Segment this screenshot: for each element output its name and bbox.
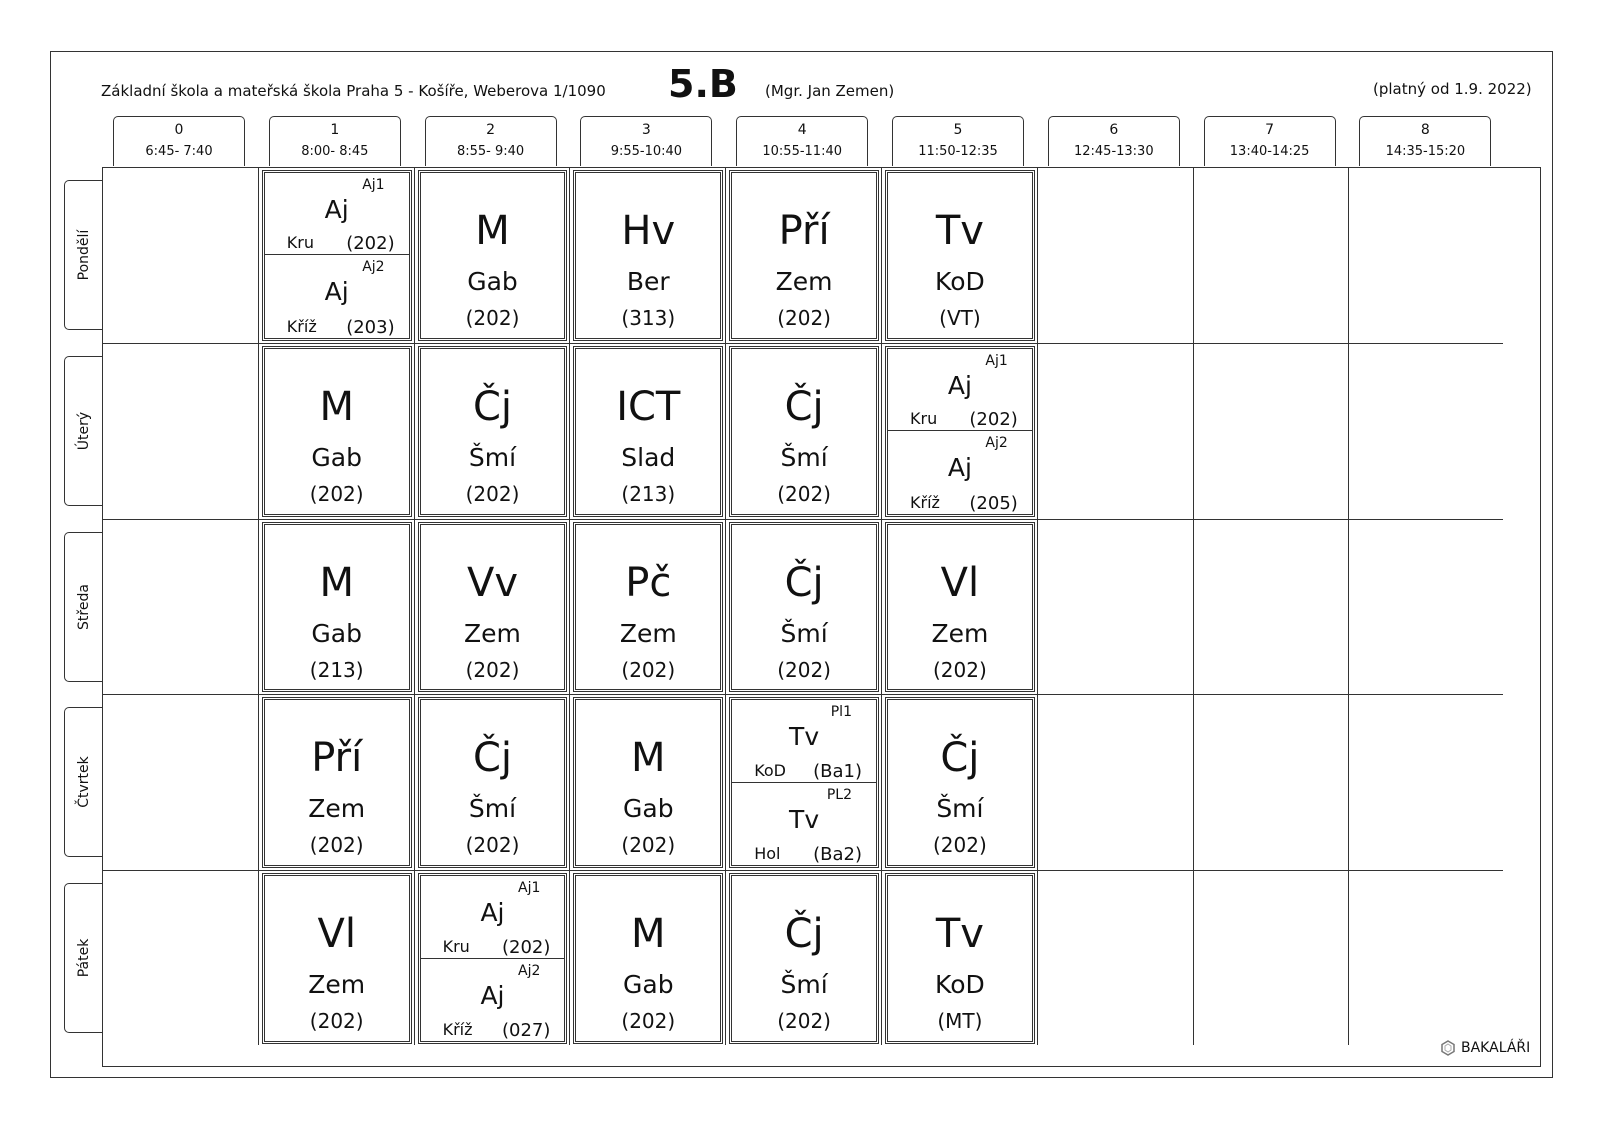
grid-cell bbox=[1038, 695, 1194, 871]
teacher: Kříž bbox=[442, 1019, 473, 1039]
subject: Aj bbox=[947, 370, 972, 400]
subject: Aj bbox=[480, 898, 505, 928]
group-label: Aj2 bbox=[362, 259, 385, 276]
period-number: 8 bbox=[1420, 122, 1430, 138]
period-header-6 bbox=[1048, 116, 1180, 166]
room: (202) bbox=[465, 481, 520, 506]
grid-cell bbox=[1194, 520, 1350, 696]
teacher: Gab bbox=[623, 970, 674, 1000]
subject: Pč bbox=[625, 559, 672, 606]
period-header-7 bbox=[1204, 116, 1336, 166]
period-time: 12:45-13:30 bbox=[1073, 144, 1154, 159]
period-number: 2 bbox=[486, 122, 496, 138]
room: (Ba2) bbox=[813, 844, 862, 866]
group-label: Aj2 bbox=[985, 435, 1008, 452]
teacher: Gab bbox=[311, 618, 362, 648]
subject: M bbox=[631, 911, 666, 958]
teacher: Zem bbox=[931, 618, 989, 648]
teacher: Zem bbox=[464, 618, 521, 648]
grid-cell bbox=[1194, 695, 1350, 871]
grid-cell bbox=[1349, 871, 1503, 1045]
lesson-card[interactable] bbox=[729, 522, 879, 693]
teacher: Kru bbox=[910, 409, 938, 429]
subject: Aj bbox=[947, 453, 972, 483]
day-name: Pondělí bbox=[75, 229, 92, 281]
lesson-card[interactable] bbox=[729, 170, 879, 341]
room: (202) bbox=[621, 657, 676, 682]
subject: Čj bbox=[784, 911, 824, 958]
teacher: Zem bbox=[308, 970, 366, 1000]
group-label: Aj1 bbox=[518, 880, 541, 897]
teacher: KoD bbox=[754, 760, 786, 780]
room: (213) bbox=[309, 657, 364, 682]
subject: Aj bbox=[324, 277, 349, 307]
period-number: 4 bbox=[797, 122, 807, 138]
teacher: KoD bbox=[935, 267, 985, 296]
period-time: 8:00- 8:45 bbox=[301, 144, 369, 159]
period-time: 8:55- 9:40 bbox=[456, 144, 525, 159]
room: (027) bbox=[501, 1019, 551, 1041]
lesson-group[interactable] bbox=[421, 876, 565, 958]
period-time: 11:50-12:35 bbox=[918, 144, 998, 159]
teacher: Gab bbox=[311, 442, 362, 472]
lesson-card[interactable] bbox=[573, 522, 723, 693]
grid-cell bbox=[1349, 168, 1503, 344]
subject: M bbox=[319, 559, 354, 606]
teacher: Kříž bbox=[286, 316, 317, 336]
lesson-card[interactable] bbox=[418, 873, 568, 1044]
room: (202) bbox=[465, 306, 520, 330]
room: (202) bbox=[309, 1009, 364, 1034]
lesson-group[interactable] bbox=[732, 700, 876, 782]
grid-cell bbox=[1194, 168, 1350, 344]
grid-cell bbox=[103, 344, 259, 520]
school-name: Základní škola a mateřská škola Praha 5 - Košíře, Weberova 1/1090 bbox=[101, 82, 606, 100]
room: (202) bbox=[777, 657, 831, 682]
grid-cell bbox=[103, 168, 259, 344]
grid-cell bbox=[103, 520, 259, 696]
lesson-card[interactable] bbox=[729, 697, 879, 868]
period-header-0 bbox=[113, 116, 245, 166]
day-name: Pátek bbox=[75, 938, 92, 978]
lesson-group[interactable] bbox=[732, 783, 876, 865]
period-number: 1 bbox=[330, 122, 340, 138]
day-label-4 bbox=[64, 707, 102, 857]
subject: Tv bbox=[935, 208, 984, 254]
room: (202) bbox=[501, 936, 551, 958]
room: (205) bbox=[969, 492, 1018, 514]
grid-cell bbox=[103, 871, 259, 1045]
subject: Aj bbox=[480, 980, 505, 1010]
period-header-1 bbox=[269, 116, 401, 166]
period-header-2 bbox=[425, 116, 557, 166]
room: (313) bbox=[621, 306, 676, 330]
subject: Čj bbox=[472, 735, 513, 782]
grid-cell bbox=[103, 695, 259, 871]
teacher: Hol bbox=[754, 844, 781, 864]
subject: Pří bbox=[778, 208, 830, 254]
subject: Tv bbox=[789, 722, 820, 752]
lesson-card[interactable] bbox=[418, 522, 568, 693]
grid-cell bbox=[1038, 520, 1194, 696]
period-number: 5 bbox=[953, 122, 963, 138]
subject: Čj bbox=[472, 383, 513, 430]
room: (VT) bbox=[939, 306, 981, 330]
room: (202) bbox=[346, 233, 395, 255]
teacher: Šmí bbox=[936, 794, 984, 824]
room: (213) bbox=[621, 481, 676, 506]
lesson-card[interactable] bbox=[729, 873, 879, 1044]
grid-cell bbox=[1194, 344, 1350, 520]
subject: Tv bbox=[935, 911, 984, 958]
room: (202) bbox=[309, 481, 364, 506]
teacher: Ber bbox=[626, 267, 670, 296]
room: (202) bbox=[777, 481, 831, 506]
subject: Tv bbox=[789, 804, 820, 834]
room: (202) bbox=[933, 833, 987, 858]
lesson-card[interactable] bbox=[573, 697, 723, 868]
room: (202) bbox=[933, 657, 987, 682]
teacher: Gab bbox=[623, 794, 674, 824]
lesson-group[interactable] bbox=[888, 431, 1032, 513]
lesson-card[interactable] bbox=[262, 346, 412, 517]
class-title: 5.B bbox=[668, 62, 738, 106]
day-label-1 bbox=[64, 180, 102, 330]
day-label-2 bbox=[64, 356, 102, 506]
teacher: Gab bbox=[467, 267, 518, 296]
period-time: 13:40-14:25 bbox=[1229, 144, 1310, 159]
brand-label: BAKALÁŘI bbox=[1461, 1040, 1531, 1056]
period-header-4 bbox=[736, 116, 868, 166]
teacher: Slad bbox=[621, 442, 676, 472]
teacher: Zem bbox=[619, 618, 677, 648]
period-time: 10:55-11:40 bbox=[762, 144, 842, 159]
day-name: Čtvrtek bbox=[75, 756, 92, 809]
class-teacher: (Mgr. Jan Zemen) bbox=[765, 82, 895, 100]
day-name: Úterý bbox=[75, 411, 92, 450]
day-name: Středa bbox=[75, 583, 92, 630]
lesson-card[interactable] bbox=[418, 346, 568, 517]
room: (202) bbox=[621, 1009, 676, 1034]
lesson-card[interactable] bbox=[885, 873, 1035, 1044]
grid-cell bbox=[1038, 871, 1194, 1045]
grid-cell bbox=[1038, 168, 1194, 344]
teacher: KoD bbox=[935, 970, 985, 1000]
room: (Ba1) bbox=[813, 760, 862, 782]
lesson-group[interactable] bbox=[888, 349, 1032, 431]
grid-cell bbox=[1349, 344, 1503, 520]
grid-cell bbox=[1194, 871, 1350, 1045]
lesson-card[interactable] bbox=[262, 170, 412, 341]
subject: Hv bbox=[621, 208, 676, 254]
subject: M bbox=[631, 735, 666, 782]
lesson-card[interactable] bbox=[573, 346, 723, 517]
teacher: Šmí bbox=[780, 970, 828, 1000]
lesson-card[interactable] bbox=[262, 522, 412, 693]
lesson-group[interactable] bbox=[421, 959, 565, 1041]
subject: Vl bbox=[317, 911, 356, 958]
period-time: 6:45- 7:40 bbox=[145, 144, 213, 159]
subject: Čj bbox=[784, 383, 824, 430]
lesson-card[interactable] bbox=[262, 697, 412, 868]
lesson-card[interactable] bbox=[573, 873, 723, 1044]
room: (202) bbox=[621, 833, 676, 858]
teacher: Šmí bbox=[780, 442, 828, 472]
subject: Pří bbox=[311, 735, 363, 782]
teacher: Šmí bbox=[780, 618, 828, 648]
subject: M bbox=[475, 208, 510, 254]
period-time: 14:35-15:20 bbox=[1385, 144, 1466, 159]
room: (202) bbox=[969, 409, 1018, 431]
grid-cell bbox=[1349, 695, 1503, 871]
period-number: 0 bbox=[174, 122, 184, 138]
period-header-8 bbox=[1359, 116, 1491, 166]
teacher: Šmí bbox=[468, 794, 517, 824]
lesson-group[interactable] bbox=[265, 255, 409, 337]
period-number: 3 bbox=[641, 122, 651, 138]
lesson-card[interactable] bbox=[262, 873, 412, 1044]
lesson-card[interactable] bbox=[573, 170, 723, 341]
subject: Vv bbox=[466, 559, 519, 606]
subject: Aj bbox=[324, 195, 349, 224]
group-label: Pl1 bbox=[830, 704, 852, 721]
bakalari-logo-icon bbox=[1440, 1040, 1456, 1056]
subject: Čj bbox=[784, 559, 824, 606]
period-header-5 bbox=[892, 116, 1024, 166]
teacher: Kříž bbox=[910, 492, 940, 512]
lesson-card[interactable] bbox=[885, 522, 1035, 693]
group-label: PL2 bbox=[826, 786, 852, 803]
room: (202) bbox=[465, 833, 520, 858]
period-number: 6 bbox=[1109, 122, 1119, 138]
teacher: Šmí bbox=[468, 442, 517, 472]
lesson-card[interactable] bbox=[885, 697, 1035, 868]
group-label: Aj1 bbox=[985, 352, 1008, 369]
teacher: Kru bbox=[286, 233, 315, 253]
grid-cell bbox=[1349, 520, 1503, 696]
room: (202) bbox=[777, 1009, 831, 1034]
period-number: 7 bbox=[1265, 122, 1275, 138]
lesson-card[interactable] bbox=[885, 170, 1035, 341]
subject: ICT bbox=[616, 383, 681, 430]
subject: M bbox=[319, 383, 354, 430]
subject: Vl bbox=[940, 559, 980, 606]
period-header-3 bbox=[580, 116, 712, 166]
brand bbox=[1440, 1040, 1530, 1056]
teacher: Zem bbox=[308, 794, 366, 824]
lesson-card[interactable] bbox=[885, 346, 1035, 517]
valid-from: (platný od 1.9. 2022) bbox=[1373, 80, 1532, 98]
room: (202) bbox=[465, 657, 520, 682]
group-label: Aj2 bbox=[518, 962, 541, 979]
day-label-3 bbox=[64, 532, 102, 682]
grid-cell bbox=[1038, 344, 1194, 520]
room: (203) bbox=[346, 316, 395, 338]
lesson-group[interactable] bbox=[265, 173, 409, 255]
lesson-card[interactable] bbox=[729, 346, 879, 517]
subject: Čj bbox=[940, 735, 980, 782]
teacher: Zem bbox=[775, 267, 833, 296]
timetable-grid bbox=[102, 167, 1541, 1067]
room: (202) bbox=[309, 833, 364, 858]
lesson-card[interactable] bbox=[418, 170, 568, 341]
teacher: Kru bbox=[442, 936, 470, 956]
group-label: Aj1 bbox=[362, 177, 385, 193]
period-time: 9:55-10:40 bbox=[610, 144, 683, 159]
lesson-card[interactable] bbox=[418, 697, 568, 868]
day-label-5 bbox=[64, 883, 102, 1033]
room: (MT) bbox=[937, 1009, 983, 1034]
room: (202) bbox=[777, 306, 831, 330]
